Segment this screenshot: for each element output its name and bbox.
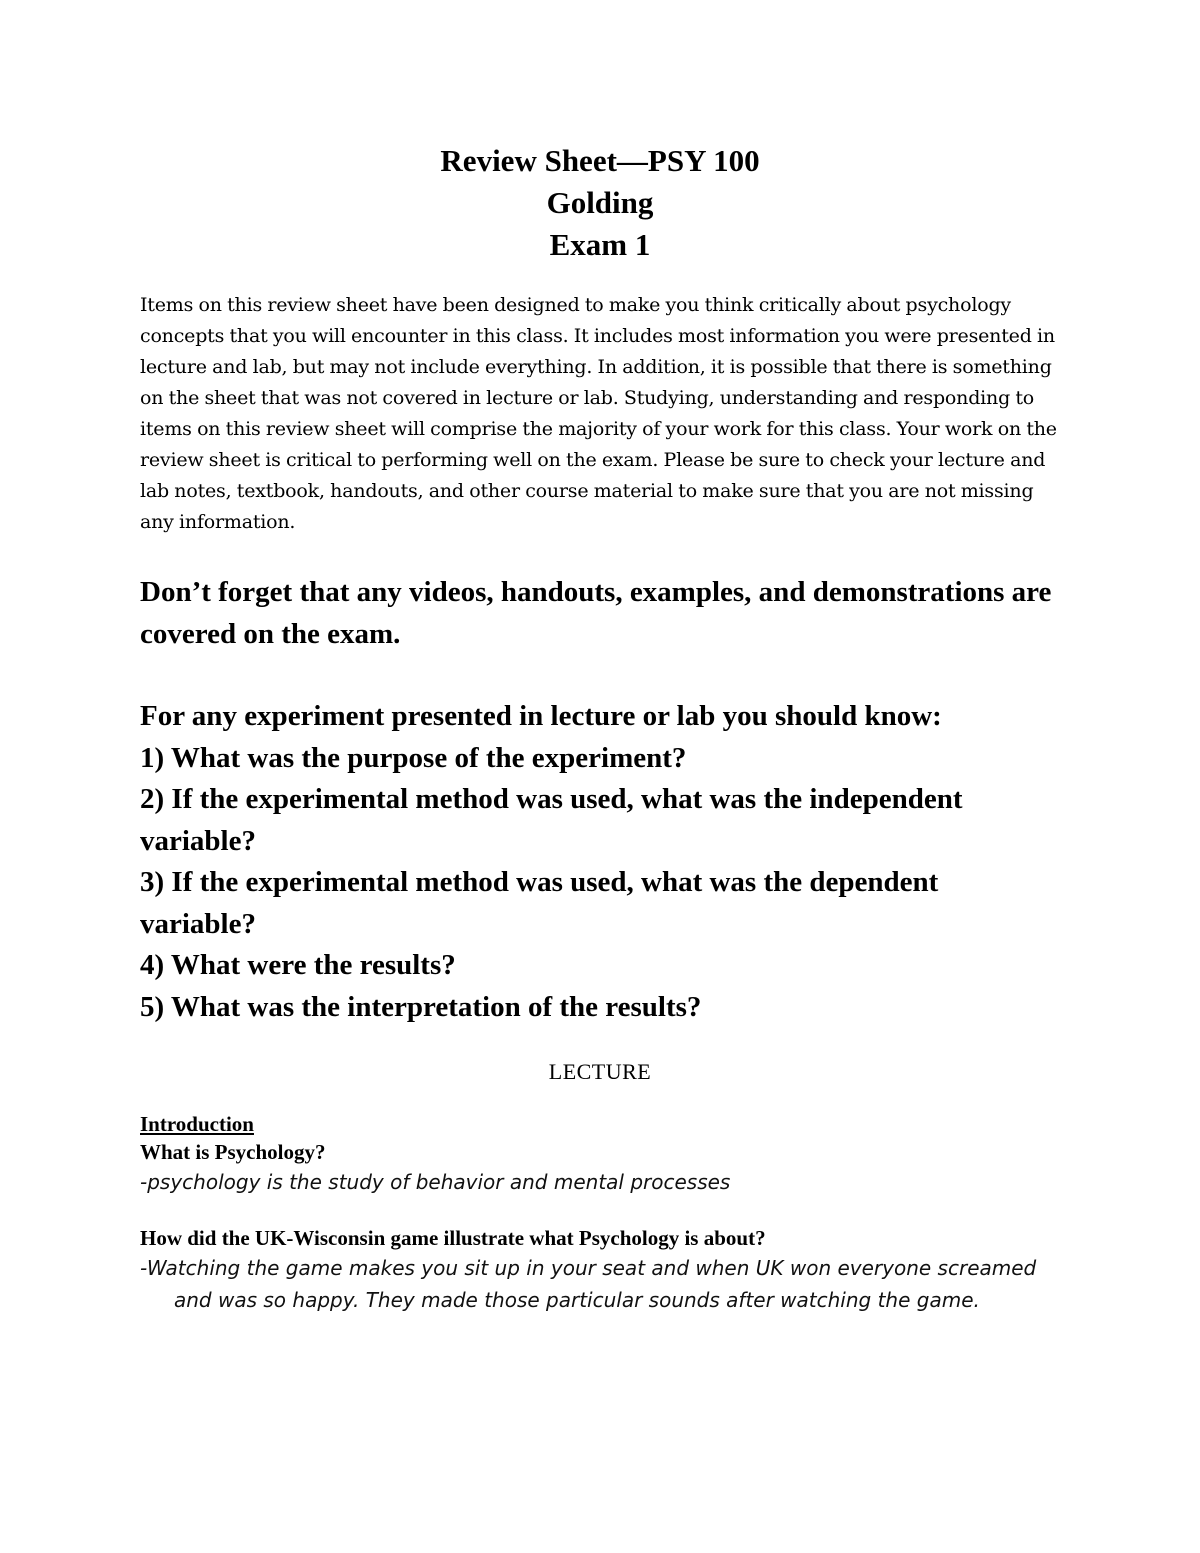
list-item: 1) What was the purpose of the experiment? bbox=[140, 741, 687, 774]
list-item: 5) What was the interpretation of the results? bbox=[140, 990, 702, 1023]
handwritten-answer: -Watching the game makes you sit up in your seat and when UK won everyone screamed and was so happy. They made those particular sounds after watching the game. bbox=[140, 1256, 1037, 1312]
list-item: 2) If the experimental method was used, what was the independent variable? bbox=[140, 783, 963, 857]
lecture-section-label: LECTURE bbox=[548, 1059, 652, 1084]
section-title: Introduction bbox=[140, 1112, 254, 1136]
title-block bbox=[140, 140, 1060, 266]
intro-paragraph: Items on this review sheet have been designed to make you think critically about psychology concepts that you will encounter in this class. It includes most information you were presented in lecture and lab, but may not include everything. In addition, it is possible that there is something on the sheet that was not covered in lecture or lab. Studying, understanding and responding to items on this review sheet will comprise the majority of your work for this class. Your work on the review sheet is critical to performing well on the exam. Please be sure to check your lecture and lab notes, textbook, handouts, and other course material to make sure that you are not missing any information. bbox=[140, 294, 1057, 533]
handwritten-answer: -psychology is the study of behavior and mental processes bbox=[140, 1170, 731, 1194]
document-title: Review Sheet—PSY 100 bbox=[440, 143, 760, 178]
introduction-section bbox=[140, 1110, 1060, 1316]
question-what-is-psychology: What is Psychology? bbox=[140, 1140, 326, 1164]
list-item: 3) If the experimental method was used, what was the dependent variable? bbox=[140, 866, 939, 940]
exam-reminder: Don’t forget that any videos, handouts, examples, and demonstrations are covered on the exam. bbox=[140, 576, 1052, 650]
experiment-question-list bbox=[140, 738, 1060, 1029]
document-page bbox=[140, 140, 1060, 1316]
experiment-heading: For any experiment presented in lecture or lab you should know: bbox=[140, 700, 942, 732]
instructor-name: Golding bbox=[546, 185, 654, 220]
exam-label: Exam 1 bbox=[549, 227, 651, 262]
list-item: 4) What were the results? bbox=[140, 949, 456, 981]
question-uk-wisconsin-game: How did the UK-Wisconsin game illustrate what Psychology is about? bbox=[140, 1226, 766, 1250]
